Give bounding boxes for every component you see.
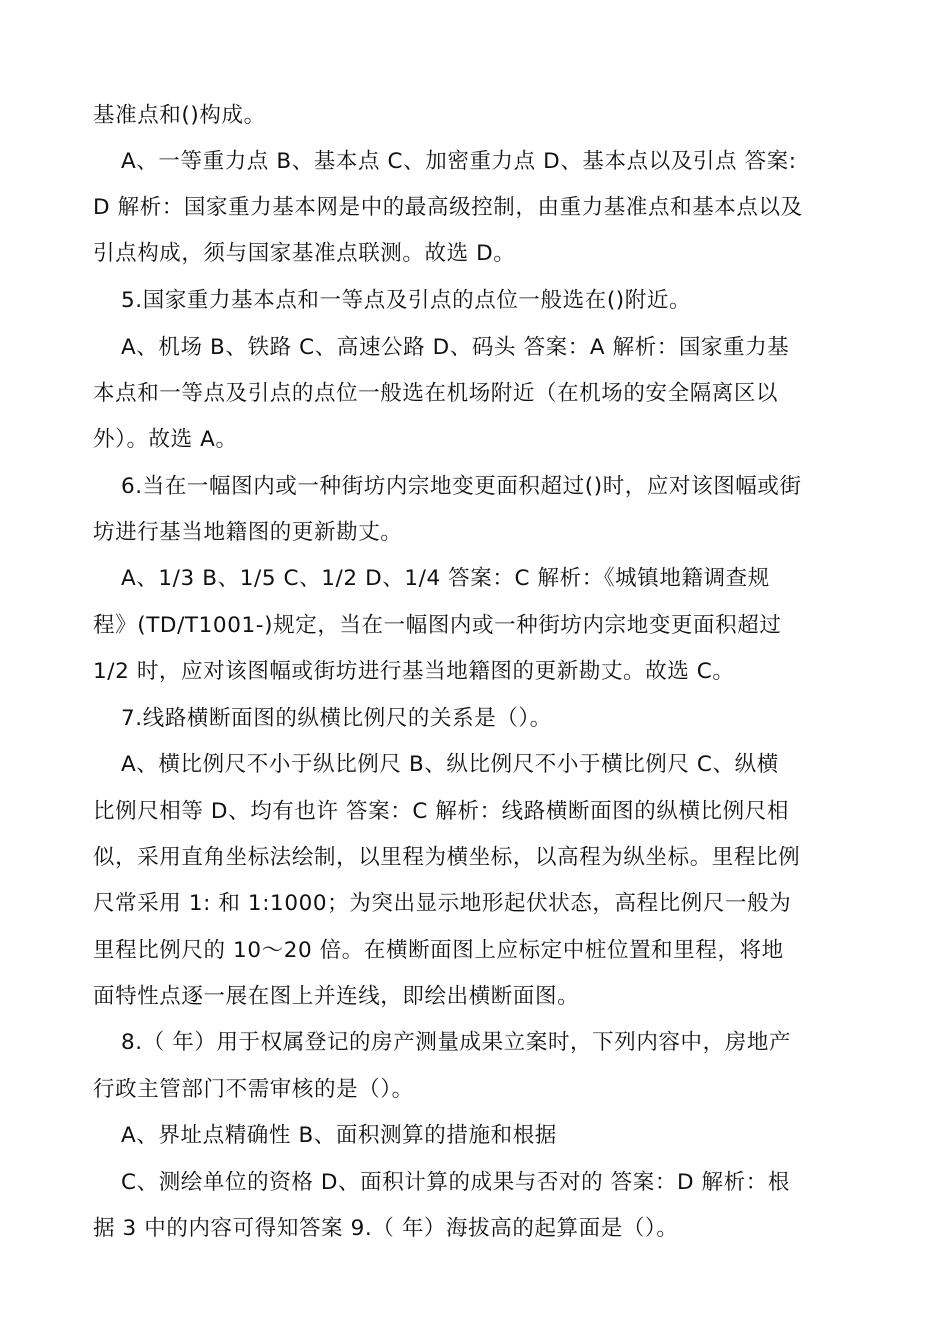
text-line: 似，采用直角坐标法绘制，以里程为横坐标，以高程为纵坐标。里程比例 — [93, 845, 801, 870]
text-line: 引点构成，须与国家基准点联测。故选 D。 — [93, 241, 516, 266]
text-line: A、横比例尺不小于纵比例尺 B、纵比例尺不小于横比例尺 C、纵横 — [121, 752, 779, 777]
text-line: 5.国家重力基本点和一等点及引点的点位一般选在()附近。 — [121, 288, 692, 313]
text-line: 外）。故选 A。 — [93, 427, 238, 452]
text-line: 面特性点逐一展在图上并连线，即绘出横断面图。 — [93, 984, 580, 1009]
text-line: 尺常采用 1: 和 1:1000；为突出显示地形起伏状态，高程比例尺一般为 — [93, 891, 792, 916]
text-line: 基准点和()构成。 — [93, 103, 266, 128]
text-line: A、界址点精确性 B、面积测算的措施和根据 — [121, 1123, 557, 1148]
text-line: 据 3 中的内容可得知答案 9.（ 年）海拔高的起算面是（）。 — [93, 1216, 679, 1241]
text-line: 7.线路横断面图的纵横比例尺的关系是（）。 — [121, 706, 552, 731]
text-line: 里程比例尺的 10～20 倍。在横断面图上应标定中桩位置和里程，将地 — [93, 938, 784, 963]
text-line: A、1/3 B、1/5 C、1/2 D、1/4 答案：C 解析：《城镇地籍调查规 — [121, 566, 770, 591]
text-line: 8.（ 年）用于权属登记的房产测量成果立案时，下列内容中，房地产 — [121, 1030, 792, 1055]
text-line: 比例尺相等 D、均有也许 答案：C 解析：线路横断面图的纵横比例尺相 — [93, 799, 789, 824]
text-line: C、测绘单位的资格 D、面积计算的成果与否对的 答案：D 解析：根 — [121, 1170, 790, 1195]
text-line: 行政主管部门不需审核的是（）。 — [93, 1077, 414, 1102]
text-line: 1/2 时，应对该图幅或街坊进行基当地籍图的更新勘丈。故选 C。 — [93, 659, 735, 684]
text-line: 坊进行基当地籍图的更新勘丈。 — [93, 520, 403, 545]
text-line: 6.当在一幅图内或一种街坊内宗地变更面积超过()时，应对该图幅或街 — [121, 474, 802, 499]
text-line: A、一等重力点 B、基本点 C、加密重力点 D、基本点以及引点 答案: — [121, 149, 797, 174]
text-line: A、机场 B、铁路 C、高速公路 D、码头 答案：A 解析：国家重力基 — [121, 335, 790, 360]
text-line: 程》(TD/T1001-)规定，当在一幅图内或一种街坊内宗地变更面积超过 — [93, 613, 782, 638]
text-line: 本点和一等点及引点的点位一般选在机场附近（在机场的安全隔离区以 — [93, 381, 779, 406]
text-line: D 解析：国家重力基本网是中的最高级控制，由重力基准点和基本点以及 — [93, 195, 803, 220]
